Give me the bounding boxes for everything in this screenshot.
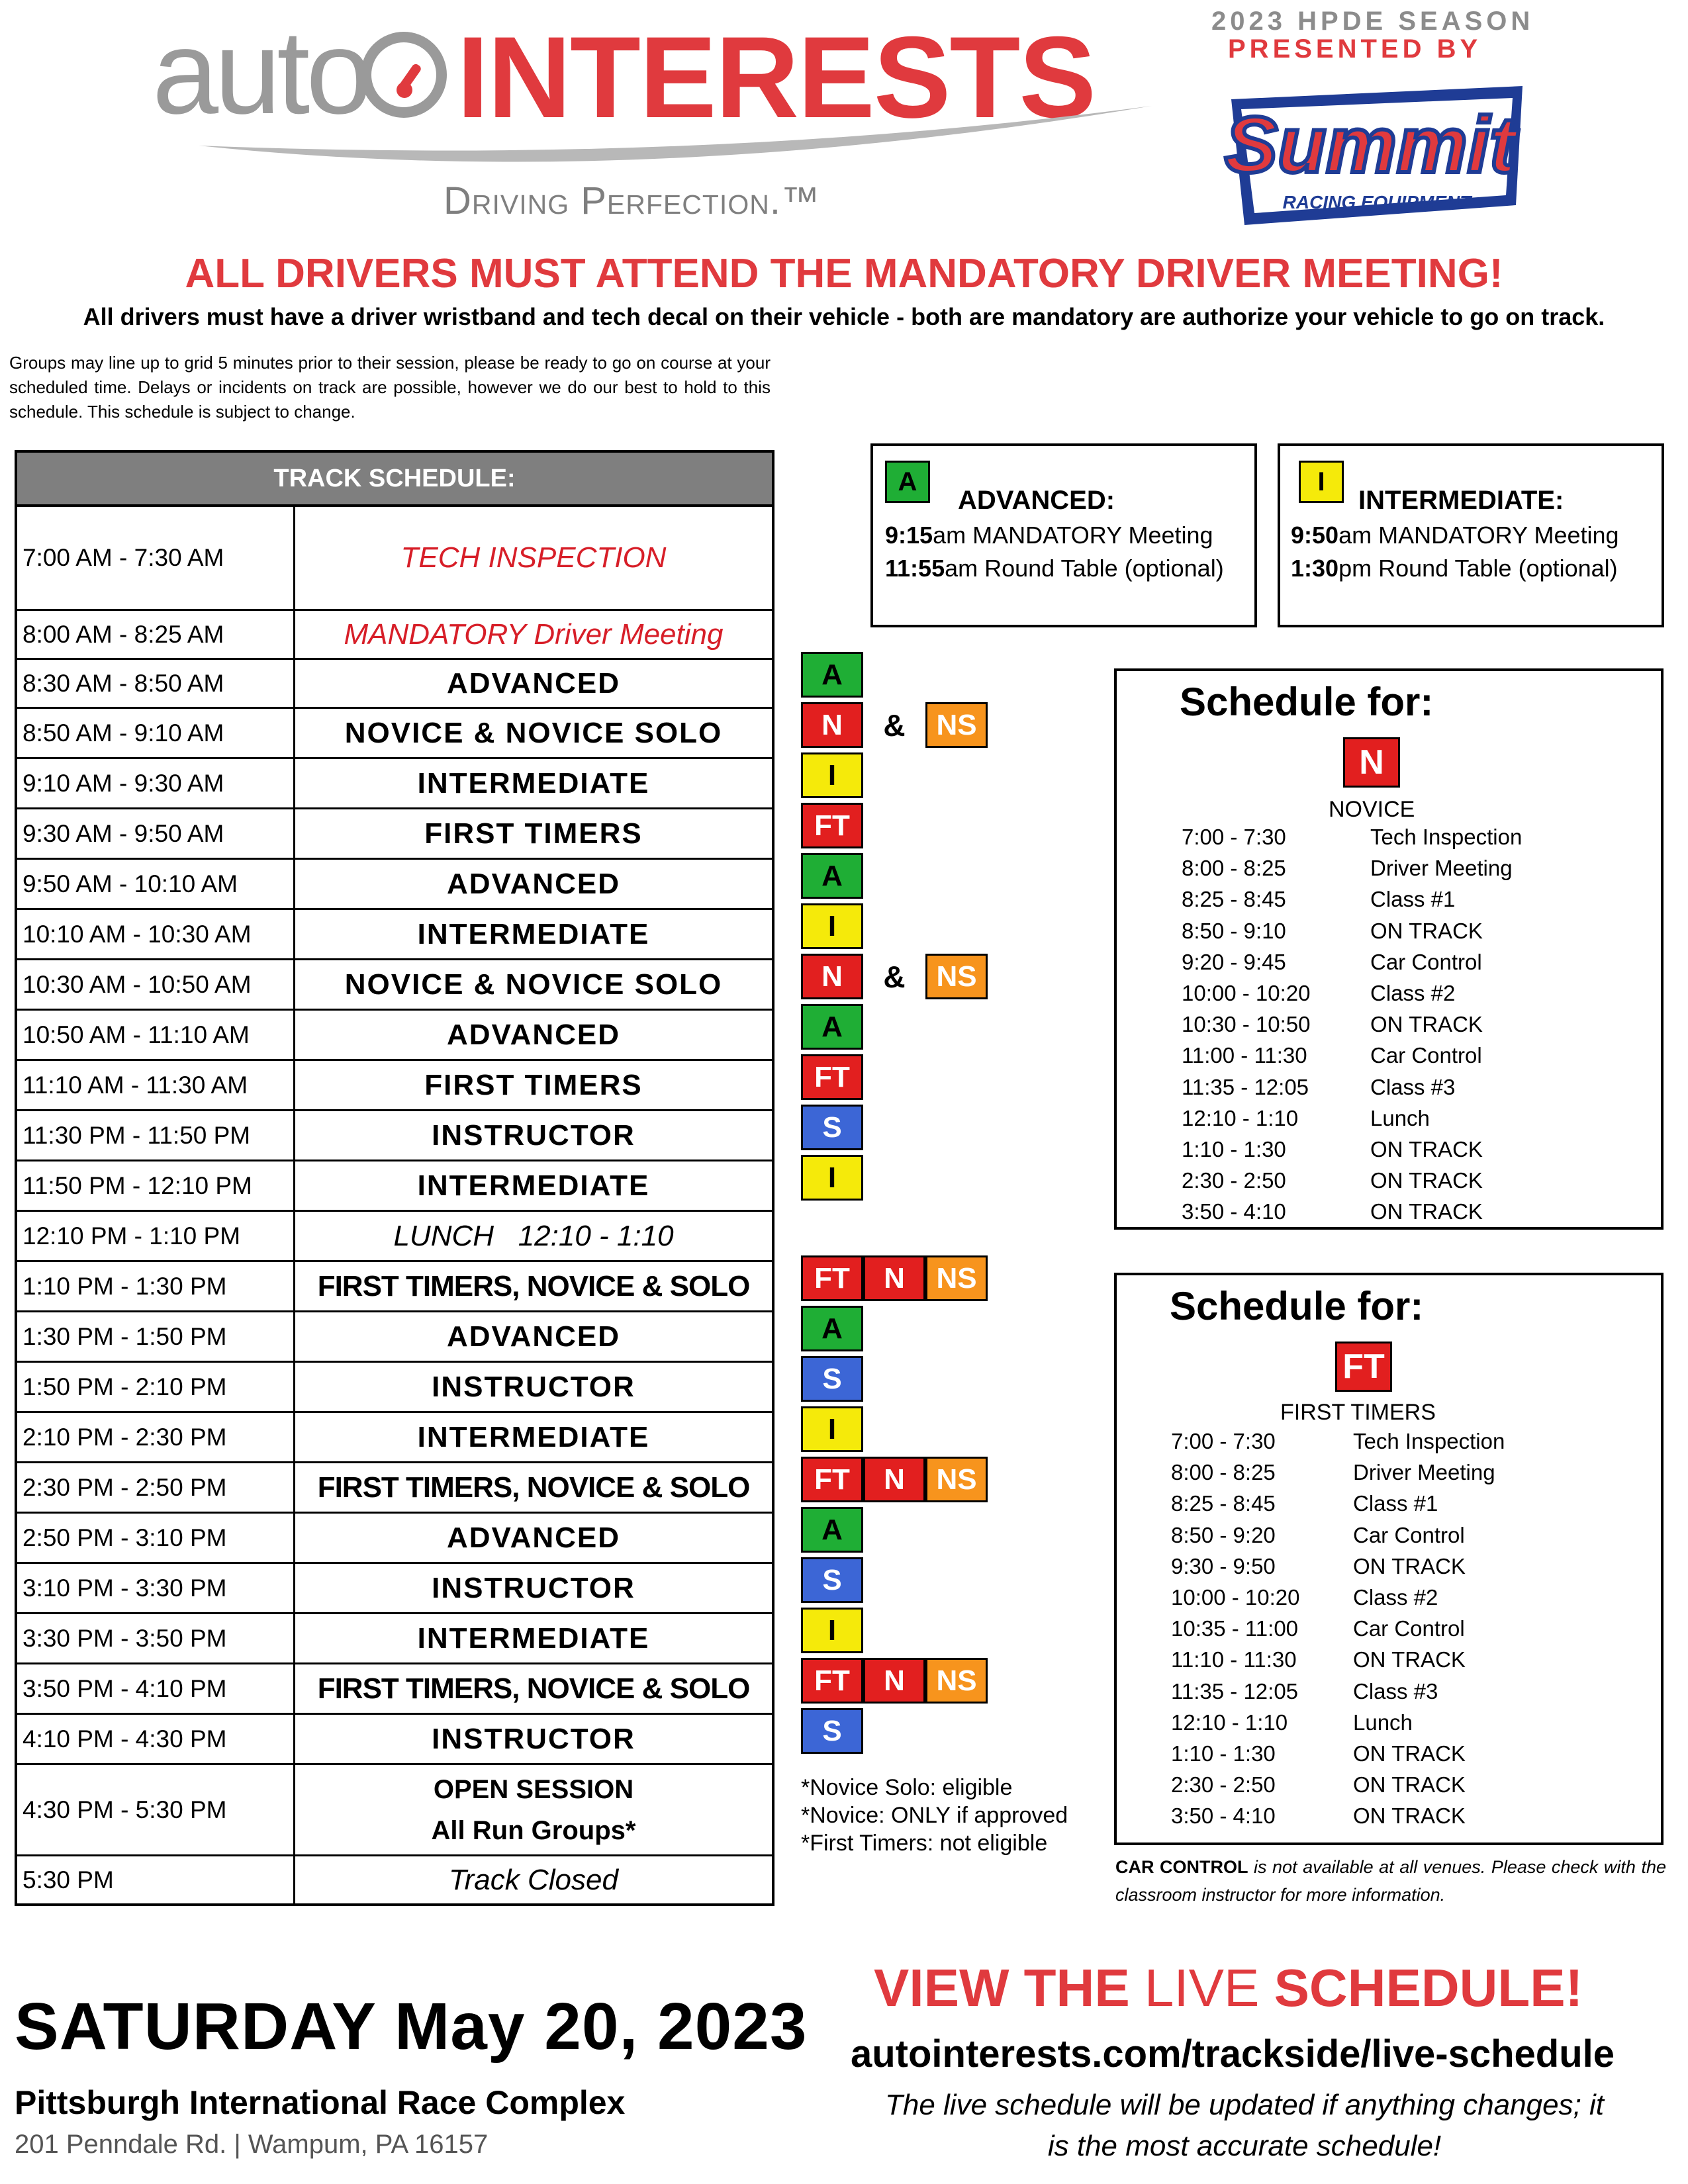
summit-racing-logo: [1205, 73, 1536, 232]
group-badge-a: A: [801, 652, 863, 698]
item-time: 10:30 - 10:50: [1182, 1012, 1311, 1037]
item-time: 10:35 - 11:00: [1171, 1616, 1299, 1641]
logo-interests-text: INTERESTS: [457, 13, 1096, 142]
item-time: 11:00 - 11:30: [1182, 1043, 1307, 1068]
schedule-activity: NOVICE & NOVICE SOLO: [344, 968, 723, 1001]
schedule-row: [17, 958, 772, 1009]
schedule-time: 7:00 AM - 7:30 AM: [17, 507, 295, 609]
group-badge-row: [801, 1255, 988, 1301]
schedule-time: 8:50 AM - 9:10 AM: [17, 709, 295, 757]
item-time: 8:25 - 8:45: [1182, 887, 1286, 912]
group-badge-n: N: [863, 1457, 925, 1502]
schedule-row: [17, 1310, 772, 1361]
item-time: 8:50 - 9:10: [1182, 918, 1286, 943]
schedule-activity: [295, 1765, 772, 1854]
item-time: 8:00 - 8:25: [1182, 856, 1286, 881]
group-badge-row: [801, 1004, 863, 1050]
ampersand: &: [883, 707, 906, 743]
group-badge-row: [801, 702, 988, 748]
group-badge-ns: NS: [925, 954, 988, 999]
item-time: 8:50 - 9:20: [1171, 1522, 1276, 1547]
schedule-activity: NOVICE & NOVICE SOLO: [344, 716, 723, 749]
intermediate-meeting-line: 9:50am MANDATORY Meeting: [1291, 522, 1619, 549]
logo-swoosh: [172, 99, 1165, 179]
schedule-activity: ADVANCED: [446, 1018, 621, 1051]
item-activity: ON TRACK: [1370, 1137, 1483, 1161]
schedule-item: [1171, 1429, 1505, 1454]
group-badge-n: N: [863, 1658, 925, 1704]
schedule-item: [1182, 1106, 1430, 1131]
group-badge-row: [801, 803, 863, 848]
schedule-time: 5:30 PM: [17, 1856, 295, 1903]
item-activity: ON TRACK: [1353, 1647, 1466, 1672]
item-time: 11:10 - 11:30: [1171, 1647, 1297, 1672]
intermediate-title: INTERMEDIATE:: [1358, 486, 1564, 515]
group-badge-n: N: [863, 1255, 925, 1301]
group-badge-a: A: [801, 1004, 863, 1050]
schedule-row: [17, 707, 772, 757]
group-badge-s: S: [801, 1708, 863, 1754]
schedule-row: [17, 1612, 772, 1662]
schedule-activity: TECH INSPECTION: [400, 541, 667, 574]
advanced-round-table-line: 11:55am Round Table (optional): [885, 555, 1224, 582]
group-badge-row: [801, 853, 863, 899]
schedule-time: 10:50 AM - 11:10 AM: [17, 1011, 295, 1059]
group-badge-n: N: [801, 702, 863, 748]
schedule-item: [1182, 1168, 1483, 1193]
item-time: 3:50 - 4:10: [1171, 1803, 1276, 1829]
group-badge-ns: NS: [925, 1457, 988, 1502]
group-badge-ns: NS: [925, 1255, 988, 1301]
grid-note: Groups may line up to grid 5 minutes prior to their session, please be ready to go on course at your scheduled time. Delays or incidents on track are possible, however we do our best to hold to this schedule. This schedule is subject to change.: [9, 353, 771, 422]
schedule-item: [1182, 1012, 1483, 1037]
schedule-activity: INTERMEDIATE: [417, 1621, 650, 1655]
schedule-activity: ADVANCED: [446, 1521, 621, 1554]
schedule-time: 9:10 AM - 9:30 AM: [17, 759, 295, 807]
schedule-row: [17, 1713, 772, 1763]
schedule-item: [1182, 1075, 1455, 1100]
schedule-time: 1:10 PM - 1:30 PM: [17, 1262, 295, 1310]
item-activity: ON TRACK: [1353, 1803, 1466, 1829]
group-badge-row: [801, 1406, 863, 1452]
schedule-activity: FIRST TIMERS: [424, 1068, 643, 1101]
wristband-notice: All drivers must have a driver wristband and tech decal on their vehicle - both are mandatory are authorize your vehicle to go on track.: [83, 303, 1605, 330]
schedule-time: 9:50 AM - 10:10 AM: [17, 860, 295, 908]
group-badge-i: I: [801, 903, 863, 949]
group-badge-ft: FT: [801, 1457, 863, 1502]
schedule-item: [1171, 1491, 1438, 1516]
live-schedule-link[interactable]: autointerests.com/trackside/live-schedule: [851, 2032, 1615, 2075]
schedule-activity: INTERMEDIATE: [417, 917, 650, 950]
group-badge-row: [801, 1658, 988, 1704]
advanced-meeting-line: 9:15am MANDATORY Meeting: [885, 522, 1213, 549]
group-badge-a: A: [801, 1507, 863, 1553]
schedule-row: [17, 757, 772, 807]
item-activity: Driver Meeting: [1353, 1460, 1495, 1485]
schedule-row: [17, 1361, 772, 1411]
item-time: 2:30 - 2:50: [1182, 1168, 1286, 1193]
group-badge-advanced: A: [885, 461, 930, 503]
schedule-time: 2:50 PM - 3:10 PM: [17, 1514, 295, 1562]
item-activity: Car Control: [1353, 1616, 1465, 1641]
schedule-item: [1171, 1523, 1465, 1548]
schedule-row: [17, 1160, 772, 1210]
schedule-time: 8:00 AM - 8:25 AM: [17, 611, 295, 658]
schedule-item: [1171, 1616, 1465, 1641]
schedule-activity: INTERMEDIATE: [417, 766, 650, 799]
schedule-item: [1171, 1741, 1466, 1766]
item-activity: Car Control: [1370, 949, 1482, 974]
intermediate-round-table-line: 1:30pm Round Table (optional): [1291, 555, 1618, 582]
schedule-row: [17, 1512, 772, 1562]
item-time: 11:35 - 12:05: [1182, 1074, 1309, 1099]
item-time: 10:00 - 10:20: [1182, 981, 1311, 1005]
group-badge-n: N: [801, 954, 863, 999]
group-badge-i: I: [801, 1406, 863, 1452]
schedule-item: [1182, 856, 1513, 881]
schedule-activity: ADVANCED: [446, 867, 621, 900]
schedule-row: [17, 1662, 772, 1713]
schedule-activity: FIRST TIMERS, NOVICE & SOLO: [317, 1269, 750, 1302]
schedule-activity: LUNCH 12:10 - 1:10: [393, 1219, 674, 1252]
schedule-item: [1171, 1803, 1466, 1829]
novice-group-name: NOVICE: [1329, 797, 1415, 822]
item-activity: Class #3: [1370, 1074, 1456, 1099]
item-activity: Lunch: [1370, 1105, 1430, 1130]
schedule-item: [1182, 1137, 1483, 1162]
schedule-row: [17, 1562, 772, 1612]
schedule-activity: ADVANCED: [446, 1320, 621, 1353]
group-badge-row: [801, 1457, 988, 1502]
summit-logo-subtext: RACING EQUIPMENT: [1282, 192, 1472, 212]
schedule-time: 3:50 PM - 4:10 PM: [17, 1664, 295, 1713]
presented-by-label: PRESENTED BY: [1228, 34, 1482, 64]
schedule-activity: INSTRUCTOR: [432, 1118, 635, 1152]
item-time: 3:50 - 4:10: [1182, 1199, 1286, 1224]
schedule-row: [17, 1854, 772, 1903]
event-address: 201 Penndale Rd. | Wampum, PA 16157: [15, 2130, 489, 2159]
item-time: 12:10 - 1:10: [1182, 1105, 1299, 1130]
group-badge-ft: FT: [801, 1054, 863, 1100]
footnote: *Novice Solo: eligible: [801, 1775, 1013, 1800]
group-badge-first-timers: FT: [1335, 1342, 1392, 1392]
item-activity: Tech Inspection: [1370, 825, 1523, 849]
group-badge-row: [801, 1356, 863, 1402]
schedule-item: [1182, 919, 1483, 944]
group-badge-row: [801, 1708, 863, 1754]
schedule-time: 2:10 PM - 2:30 PM: [17, 1413, 295, 1461]
item-activity: Class #3: [1353, 1678, 1438, 1704]
schedule-time: 1:30 PM - 1:50 PM: [17, 1312, 295, 1361]
schedule-row: [17, 609, 772, 658]
group-badge-row: [801, 1557, 863, 1603]
track-schedule-header: TRACK SCHEDULE:: [17, 453, 772, 507]
group-badge-ft: FT: [801, 1658, 863, 1704]
schedule-time: 1:50 PM - 2:10 PM: [17, 1363, 295, 1411]
schedule-time: 2:30 PM - 2:50 PM: [17, 1463, 295, 1512]
footnote: *First Timers: not eligible: [801, 1831, 1048, 1856]
schedule-activity: ADVANCED: [446, 666, 621, 700]
schedule-item: [1171, 1647, 1466, 1672]
schedule-time: 11:50 PM - 12:10 PM: [17, 1161, 295, 1210]
group-badge-ft: FT: [801, 1255, 863, 1301]
item-time: 9:30 - 9:50: [1171, 1553, 1276, 1578]
intermediate-meeting-box: [1278, 443, 1664, 627]
schedule-row: [17, 807, 772, 858]
open-session-footnotes: [801, 1774, 1068, 1857]
novice-schedule-box: [1114, 668, 1664, 1230]
group-badge-a: A: [801, 1306, 863, 1351]
schedule-item: [1182, 887, 1455, 912]
schedule-activity: FIRST TIMERS: [424, 817, 643, 850]
car-control-note: CAR CONTROL is not available at all venues. Please check with the classroom instructor for more information.: [1115, 1857, 1666, 1905]
schedule-time: 8:30 AM - 8:50 AM: [17, 660, 295, 707]
schedule-item: [1182, 825, 1522, 850]
schedule-item: [1182, 1043, 1482, 1068]
item-activity: Class #2: [1353, 1585, 1438, 1610]
item-activity: ON TRACK: [1353, 1553, 1466, 1578]
schedule-time: 10:30 AM - 10:50 AM: [17, 960, 295, 1009]
summit-logo-text: Summit: [1224, 101, 1517, 189]
schedule-time: 11:10 AM - 11:30 AM: [17, 1061, 295, 1109]
mandatory-meeting-headline: ALL DRIVERS MUST ATTEND THE MANDATORY DRIVER MEETING!: [185, 251, 1503, 296]
group-badge-novice: N: [1343, 737, 1400, 788]
schedule-time: 9:30 AM - 9:50 AM: [17, 809, 295, 858]
group-badge-ns: NS: [925, 1658, 988, 1704]
group-badge-ft: FT: [801, 803, 863, 848]
group-badge-row: [801, 1507, 863, 1553]
advanced-meeting-box: [870, 443, 1257, 627]
group-badge-row: [801, 954, 988, 999]
schedule-item: [1182, 1199, 1483, 1224]
item-activity: ON TRACK: [1370, 1199, 1483, 1224]
group-badge-row: [801, 652, 863, 698]
schedule-row: [17, 908, 772, 958]
schedule-item: [1171, 1460, 1495, 1485]
schedule-activity: FIRST TIMERS, NOVICE & SOLO: [317, 1471, 750, 1504]
schedule-item: [1171, 1679, 1438, 1704]
novice-schedule-title: Schedule for:: [1180, 680, 1434, 724]
tagline: Driving Perfection.™: [444, 179, 820, 222]
item-time: 2:30 - 2:50: [1171, 1772, 1276, 1797]
item-activity: Lunch: [1353, 1709, 1413, 1735]
schedule-time: 3:30 PM - 3:50 PM: [17, 1614, 295, 1662]
schedule-activity-line: All Run Groups*: [431, 1815, 636, 1845]
schedule-item: [1171, 1554, 1466, 1579]
track-schedule-table: [15, 450, 774, 1906]
group-badge-row: [801, 903, 863, 949]
item-activity: ON TRACK: [1353, 1772, 1466, 1797]
item-time: 8:25 - 8:45: [1171, 1491, 1276, 1516]
item-activity: Class #1: [1353, 1491, 1438, 1516]
group-badge-a: A: [801, 853, 863, 899]
item-time: 8:00 - 8:25: [1171, 1460, 1276, 1485]
first-timers-schedule-box: [1114, 1273, 1664, 1845]
ampersand: &: [883, 959, 906, 994]
schedule-row: [17, 1411, 772, 1461]
schedule-time: 11:30 PM - 11:50 PM: [17, 1111, 295, 1160]
group-badge-row: [801, 1306, 863, 1351]
schedule-row: [17, 1461, 772, 1512]
schedule-row: [17, 658, 772, 707]
schedule-time: 12:10 PM - 1:10 PM: [17, 1212, 295, 1260]
group-badge-row: [801, 1608, 863, 1653]
advanced-title: ADVANCED:: [958, 486, 1115, 515]
schedule-row: [17, 1109, 772, 1160]
schedule-time: 4:30 PM - 5:30 PM: [17, 1765, 295, 1854]
group-badge-i: I: [801, 1608, 863, 1653]
item-time: 12:10 - 1:10: [1171, 1709, 1288, 1735]
item-activity: Car Control: [1353, 1522, 1465, 1547]
schedule-activity: INSTRUCTOR: [432, 1571, 635, 1604]
item-time: 10:00 - 10:20: [1171, 1585, 1300, 1610]
group-badge-s: S: [801, 1105, 863, 1150]
live-schedule-headline: VIEW THE LIVE SCHEDULE!: [874, 1958, 1583, 2017]
item-activity: ON TRACK: [1370, 1012, 1483, 1037]
item-activity: ON TRACK: [1353, 1741, 1466, 1766]
schedule-activity-line: OPEN SESSION: [433, 1774, 634, 1804]
first-timers-schedule-title: Schedule for:: [1170, 1284, 1424, 1328]
schedule-activity: INTERMEDIATE: [417, 1420, 650, 1453]
item-activity: ON TRACK: [1370, 1168, 1483, 1193]
schedule-activity: FIRST TIMERS, NOVICE & SOLO: [317, 1672, 750, 1705]
group-badge-row: [801, 1054, 863, 1100]
live-schedule-note: The live schedule will be updated if anything changes; it is the most accurate schedule!: [884, 2089, 1604, 2162]
event-date: SATURDAY May 20, 2023: [15, 1989, 808, 2064]
season-label: 2023 HPDE SEASON: [1211, 7, 1534, 36]
schedule-item: [1182, 950, 1482, 975]
item-activity: Class #2: [1370, 981, 1456, 1005]
group-badge-s: S: [801, 1557, 863, 1603]
schedule-row: [17, 507, 772, 609]
item-activity: Driver Meeting: [1370, 856, 1513, 881]
schedule-item: [1171, 1772, 1466, 1797]
item-time: 1:10 - 1:30: [1171, 1741, 1276, 1766]
group-badge-i: I: [801, 752, 863, 798]
logo-auto-text: auto: [152, 6, 369, 139]
item-activity: Car Control: [1370, 1043, 1482, 1068]
schedule-row: [17, 1763, 772, 1854]
group-badge-row: [801, 1105, 863, 1150]
group-badge-s: S: [801, 1356, 863, 1402]
group-badge-row: [801, 1155, 863, 1201]
item-time: 7:00 - 7:30: [1182, 825, 1286, 849]
group-badge-ns: NS: [925, 702, 988, 748]
item-time: 9:20 - 9:45: [1182, 949, 1286, 974]
schedule-activity: MANDATORY Driver Meeting: [344, 617, 724, 651]
schedule-time: 4:10 PM - 4:30 PM: [17, 1715, 295, 1763]
schedule-row: [17, 858, 772, 908]
schedule-row: [17, 1059, 772, 1109]
schedule-activity: INSTRUCTOR: [432, 1722, 635, 1755]
schedule-activity: INSTRUCTOR: [432, 1370, 635, 1403]
item-activity: Tech Inspection: [1353, 1429, 1505, 1453]
group-badge-row: [801, 752, 863, 798]
schedule-row: [17, 1260, 772, 1310]
item-time: 1:10 - 1:30: [1182, 1137, 1286, 1161]
group-badge-i: I: [801, 1155, 863, 1201]
item-activity: ON TRACK: [1370, 918, 1483, 943]
group-badge-intermediate: I: [1299, 461, 1344, 503]
footnote: *Novice: ONLY if approved: [801, 1803, 1068, 1828]
schedule-item: [1171, 1710, 1413, 1735]
first-timers-group-name: FIRST TIMERS: [1280, 1400, 1436, 1425]
schedule-activity: INTERMEDIATE: [417, 1169, 650, 1202]
schedule-activity: Track Closed: [449, 1863, 618, 1896]
schedule-item: [1171, 1585, 1438, 1610]
schedule-time: 3:10 PM - 3:30 PM: [17, 1564, 295, 1612]
schedule-item: [1182, 981, 1455, 1006]
event-venue: Pittsburgh International Race Complex: [15, 2084, 626, 2121]
schedule-row: [17, 1210, 772, 1260]
item-time: 7:00 - 7:30: [1171, 1429, 1276, 1453]
item-activity: Class #1: [1370, 887, 1456, 912]
item-time: 11:35 - 12:05: [1171, 1678, 1299, 1704]
schedule-row: [17, 1009, 772, 1059]
schedule-time: 10:10 AM - 10:30 AM: [17, 910, 295, 958]
